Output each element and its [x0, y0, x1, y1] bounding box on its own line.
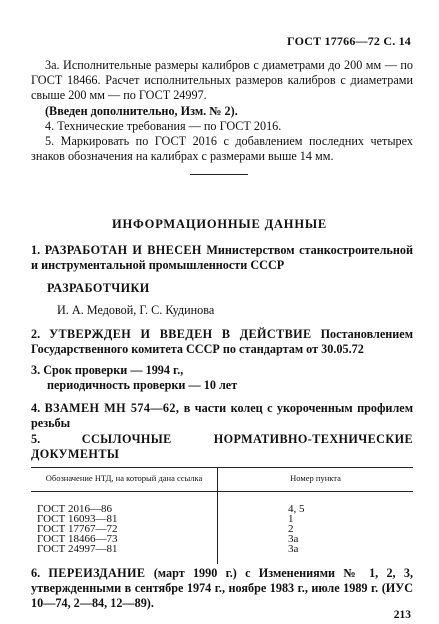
item-number: 4.: [31, 401, 41, 415]
info-title: ИНФОРМАЦИОННЫЕ ДАННЫЕ: [111, 217, 328, 231]
table-cell-doc: ГОСТ 16093—81: [31, 514, 218, 524]
item-heading: ПЕРЕИЗДАНИЕ: [48, 566, 146, 580]
table-cell-doc: ГОСТ 17767—72: [31, 524, 218, 534]
item-number: 2.: [31, 327, 41, 341]
item-heading: УТВЕРЖДЕН И ВВЕДЕН В ДЕЙСТВИЕ: [49, 327, 312, 341]
table-cell-doc: ГОСТ 18466—73: [31, 534, 218, 544]
info-item-5: [31, 432, 413, 462]
table-row: [31, 492, 413, 515]
item-text: Срок проверки — 1994 г.,: [43, 363, 184, 377]
item-number: 1.: [31, 243, 41, 257]
paragraph-4: 4. Технические требования — по ГОСТ 2016.: [45, 119, 282, 133]
paragraph-3a: 3а. Исполнительные размеры калибров с диаметрами до 200 мм — по ГОСТ 18466. Расчет исполнительных размеров калибров с диаметрами свыше 200 мм — по ГОСТ 24997.: [31, 58, 413, 102]
item-text: Министерством станкостроительной и инструментальной промышленности СССР: [31, 243, 414, 272]
table-header-item: Номер пункта: [218, 468, 414, 492]
table-cell-item: 3а: [288, 543, 299, 555]
item-heading: ССЫЛОЧНЫЕ НОРМАТИВНО-ТЕХНИЧЕСКИЕ ДОКУМЕНТЫ: [31, 432, 413, 461]
developers-names: И. А. Медовой, Г. С. Кудинова: [57, 303, 215, 317]
table-cell-item: 1: [288, 513, 294, 525]
info-item-1: [31, 243, 413, 273]
table-cell-doc: ГОСТ 2016—86: [31, 492, 218, 515]
references-table: [31, 467, 413, 564]
table-row: [31, 544, 413, 564]
developers-heading: РАЗРАБОТЧИКИ: [47, 281, 150, 295]
info-item-3-line2: периодичность проверки — 10 лет: [47, 378, 238, 392]
info-item-4: [31, 401, 413, 431]
item-number: 5.: [31, 432, 41, 446]
info-item-6: [31, 566, 413, 611]
info-item-3: [31, 363, 413, 378]
page-number: 213: [393, 609, 411, 621]
item-text: в части колец с укороченным профилем резьбы: [31, 401, 413, 430]
item-text: Постановлением Государственного комитета СССР по стандартам от 30.05.72: [31, 327, 414, 356]
amendment-note: (Введен дополнительно, Изм. № 2).: [45, 104, 238, 118]
item-number: 3.: [31, 363, 41, 377]
table-header-doc: Обозначение НТД, на который дана ссылка: [31, 468, 218, 492]
item-heading: ВЗАМЕН МН 574—62,: [44, 401, 180, 415]
paragraph-5: 5. Маркировать по ГОСТ 2016 с добавлением последних четырех знаков обозначения на калибрах с размерами выше 14 мм.: [31, 134, 413, 163]
table-cell-doc: ГОСТ 24997—81: [31, 544, 218, 564]
section-divider: [190, 174, 248, 175]
info-item-2: [31, 327, 413, 357]
table-cell-item: 3а: [288, 533, 299, 545]
item-heading: РАЗРАБОТАН И ВНЕСЕН: [44, 243, 202, 257]
table-cell-item: 2: [288, 523, 294, 535]
table-cell-item: 4, 5: [288, 503, 305, 515]
item-text: (март 1990 г.) с Изменениями № 1, 2, 3, утвержденными в сентябре 1974 г., ноябре 1983 г., июле 1989 г. (ИУС 10—74, 2—84, 12—89).: [31, 566, 414, 610]
page-header: ГОСТ 17766—72 С. 14: [287, 34, 411, 48]
item-number: 6.: [31, 566, 41, 580]
